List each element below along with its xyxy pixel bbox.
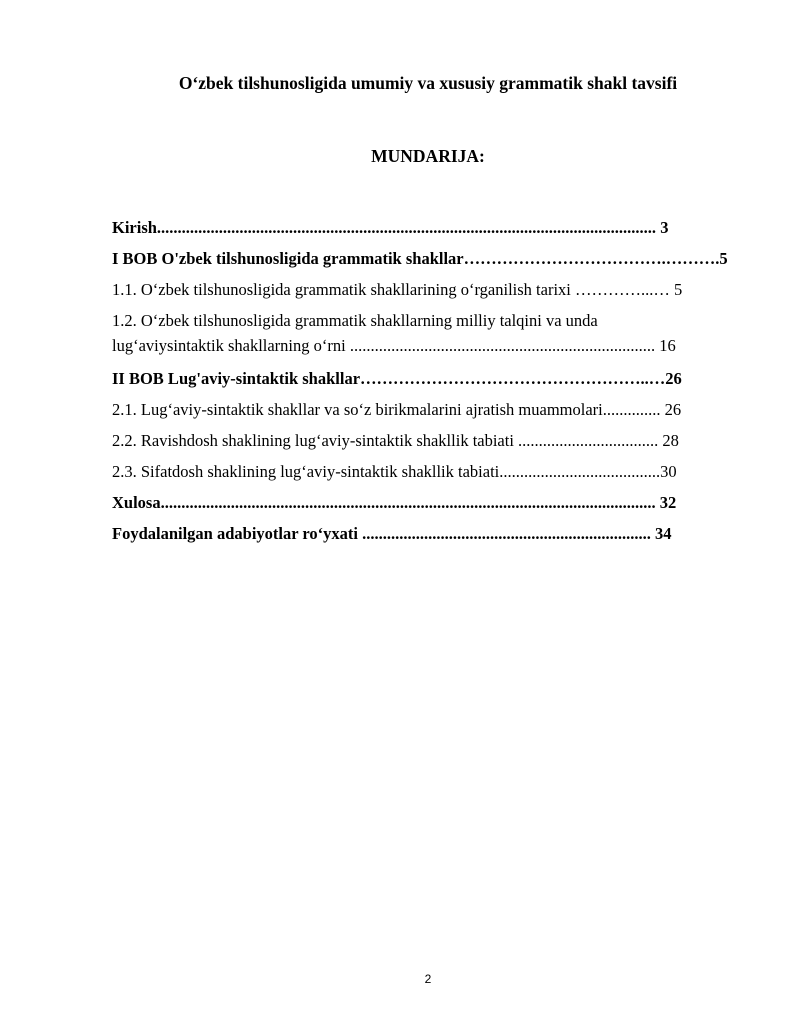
toc-entry-text: 2.3. Sifatdosh shaklining lug‘aviy-sintaktik shakllik tabiati.......................................: [112, 462, 661, 481]
toc-entry-introduction: [112, 215, 744, 246]
toc-entry-section-1-2: [112, 308, 744, 366]
toc-entry-page: 32: [659, 493, 677, 512]
toc-entry-text: lug‘aviysintaktik shakllarning o‘rni ..........................................................................: [112, 336, 660, 355]
toc-entry-text: I BOB O'zbek tilshunosligida grammatik shakllar……………………………….……….: [112, 249, 720, 268]
toc-entry-text: Kirish.........................................................................................................................: [112, 218, 657, 237]
toc-entry-page: 30: [660, 462, 677, 481]
toc-entry-text: 2.2. Ravishdosh shaklining lug‘aviy-sintaktik shakllik tabiati ..................................: [112, 431, 663, 450]
toc-entry-page: 16: [659, 336, 676, 355]
toc-entry-page: 34: [655, 524, 672, 543]
toc-entry-page: 3: [656, 218, 669, 237]
toc-entry-references: [112, 521, 744, 552]
toc-entry-section-2-2: [112, 428, 744, 459]
toc-heading: MUNDARIJA:: [371, 146, 485, 166]
toc-entry-text: 2.1. Lug‘aviy-sintaktik shakllar va so‘z birikmalarini ajratish muammolari..............: [112, 400, 665, 419]
toc-entry-text: II BOB Lug'aviy-sintaktik shakllar……………………………………………..…: [112, 369, 666, 388]
toc-entry-page: 28: [662, 431, 679, 450]
table-of-contents: [112, 215, 744, 552]
toc-entry-section-2-1: [112, 397, 744, 428]
toc-entry-text: Foydalanilgan adabiyotlar ro‘yxati ......................................................................: [112, 524, 656, 543]
toc-entry-conclusion: [112, 490, 744, 521]
document-title: O‘zbek tilshunosligida umumiy va xususiy grammatik shakl tavsifi: [178, 73, 678, 93]
toc-entry-page: 26: [664, 400, 682, 419]
toc-entry-page: 26: [665, 369, 682, 388]
toc-entry-chapter-2: [112, 366, 744, 397]
toc-entry-chapter-1: [112, 246, 744, 277]
toc-entry-page: 5: [719, 249, 728, 268]
toc-entry-section-1-1: [112, 277, 744, 308]
toc-entry-text: 1.1. O‘zbek tilshunosligida grammatik shakllarining o‘rganilish tarixi …………...…: [112, 280, 674, 299]
toc-entry-text-line1: 1.2. O‘zbek tilshunosligida grammatik shakllarning milliy talqini va unda: [112, 311, 598, 330]
toc-entry-page: 5: [674, 280, 683, 299]
page-number: 2: [424, 972, 432, 986]
toc-entry-text: Xulosa........................................................................................................................: [112, 493, 660, 512]
toc-entry-section-2-3: [112, 459, 744, 490]
